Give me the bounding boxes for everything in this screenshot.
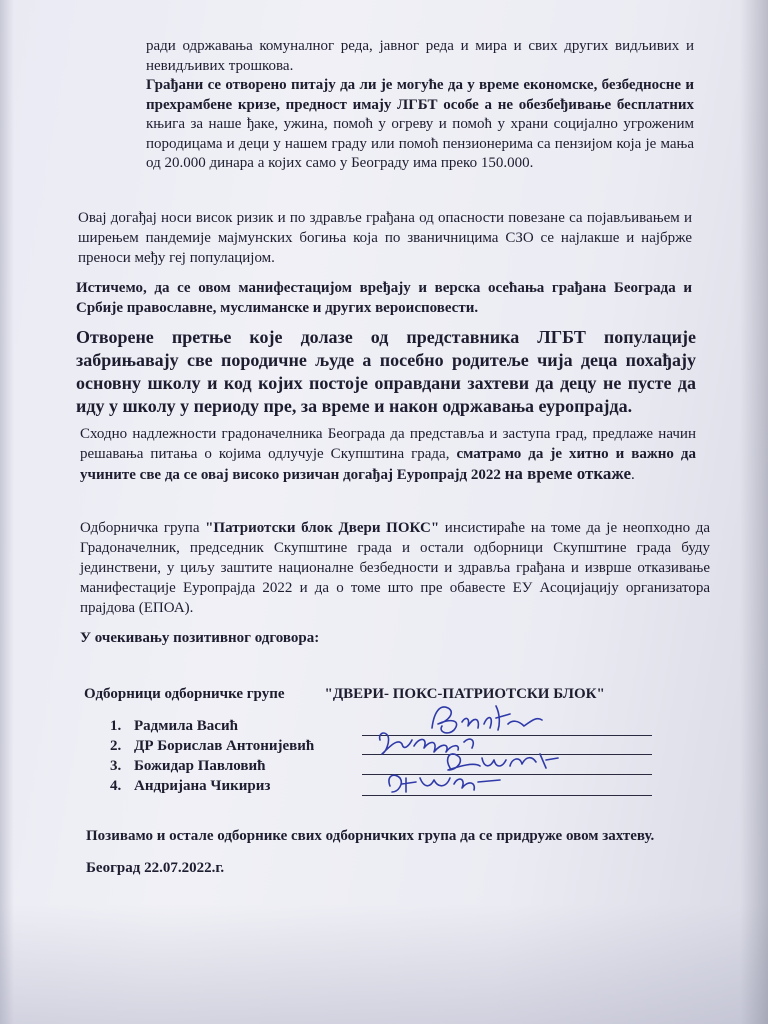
paragraph-text: инсистираће на томе да је неопходно да Градоначелник, председник Скупштине града и остали одборници Скупштине града буду јединствени, у циљу заштите националне безбедности и здравља грађана и изврше отказивање манифестације Еуропрајда 2022 и да о томе што пре обавесте ЕУ Асоцијацију организатора прајдова (ЕПОА). bbox=[80, 520, 711, 616]
group-name: "ДВЕРИ- ПОКС-ПАТРИОТСКИ БЛОК" bbox=[324, 686, 605, 702]
paragraph-text: ради одржавања комуналног реда, јавног реда и мира и свих других видљивих и невидљивих трошкова. bbox=[146, 38, 694, 74]
signature-cikiriz bbox=[389, 775, 500, 792]
signature-vasic bbox=[432, 706, 542, 733]
paragraph-text: Отворене претње које долазе од представника ЛГБТ популације забрињавају све породичне људе а посебно родитеље чија деца похађају основну школу и код којих постоје оправдани захтеви да децу не пусте да иду у школу у периоду пре, за време и након одржавања еуропрајда. bbox=[76, 327, 696, 416]
paragraph-health-risk bbox=[78, 208, 692, 268]
paragraph-open-threats bbox=[76, 326, 696, 418]
signature-antonijevic bbox=[380, 733, 474, 754]
closing-line: У очекивању позитивног одговора: bbox=[80, 630, 320, 646]
photo-shadow bbox=[0, 904, 768, 1024]
paragraph-text: Сходно надлежности градоначелника Београда да представља и заступа град, предлаже начин решавања питања о којима одлучује Скупштина града, bbox=[80, 426, 696, 462]
paragraph-costs bbox=[146, 36, 694, 76]
paragraph-text: Одборничка група bbox=[80, 520, 206, 536]
member-name: Андријана Чикириз bbox=[134, 778, 271, 794]
member-name: ДР Борислав Антонијевић bbox=[134, 738, 315, 754]
paragraph-mayor-request bbox=[80, 424, 696, 485]
paragraph-emphasis-text: на време откаже bbox=[504, 464, 632, 483]
group-label: Одборници одборничке групе bbox=[84, 686, 285, 702]
invitation-line: Позивамо и остале одборнике свих одборничких група да се придруже овом захтеву. bbox=[86, 828, 655, 844]
paragraph-text: књига за наше ђаке, ужина, помоћ у огреву и помоћ у храни социјално угроженим породицама и деци у нашем граду или помоћ пензионерима са пензијом која је мања од 20.000 динара а којих само у Београду има преко 150.000. bbox=[146, 116, 694, 171]
list-number: 3. bbox=[110, 758, 122, 774]
list-item bbox=[110, 776, 314, 796]
paragraph-text: Истичемо, да се овом манифестацијом вређају и верска осећања грађана Београда и Србије православне, муслиманске и других вероисповести. bbox=[76, 280, 692, 316]
list-item bbox=[110, 756, 314, 776]
photo-shadow bbox=[740, 0, 768, 1024]
paragraph-bold-text: Грађани се отворено питају да ли је могуће да у време економске, безбедносне и прехрамбене кризе, предност имају ЛГБТ особе а не обезбеђивање бесплатних bbox=[146, 77, 694, 113]
member-name: Божидар Павловић bbox=[134, 758, 266, 774]
signature-pavlovic bbox=[448, 754, 558, 770]
members-list bbox=[110, 716, 314, 796]
handwritten-signatures bbox=[350, 696, 580, 806]
paragraph-citizens-ask bbox=[146, 76, 694, 174]
list-number: 2. bbox=[110, 738, 122, 754]
list-item bbox=[110, 716, 314, 736]
list-number: 1. bbox=[110, 718, 122, 734]
paragraph-text: Овај догађај носи висок ризик и по здравље грађана од опасности повезане са појављивањем и ширењем пандемије мајмунских богиња која по званичницима СЗО се најлакше и најбрже преноси међу геј популацијом. bbox=[78, 210, 692, 266]
group-name-inline: "Патриотски блок Двери ПОКС" bbox=[205, 520, 440, 536]
place-date: Београд 22.07.2022.г. bbox=[86, 860, 225, 876]
list-item bbox=[110, 736, 314, 756]
paragraph-bold-text: сматрамо да је хитно и важно да учините све да се овај високо ризичан догађај Еуропрајд 2022 bbox=[80, 446, 697, 483]
list-number: 4. bbox=[110, 778, 122, 794]
paper-edge bbox=[0, 0, 14, 1024]
paragraph-religious-feelings bbox=[76, 278, 692, 318]
member-name: Радмила Васић bbox=[134, 718, 238, 734]
paragraph-text: . bbox=[631, 467, 635, 483]
paragraph-group-insists bbox=[80, 518, 710, 618]
